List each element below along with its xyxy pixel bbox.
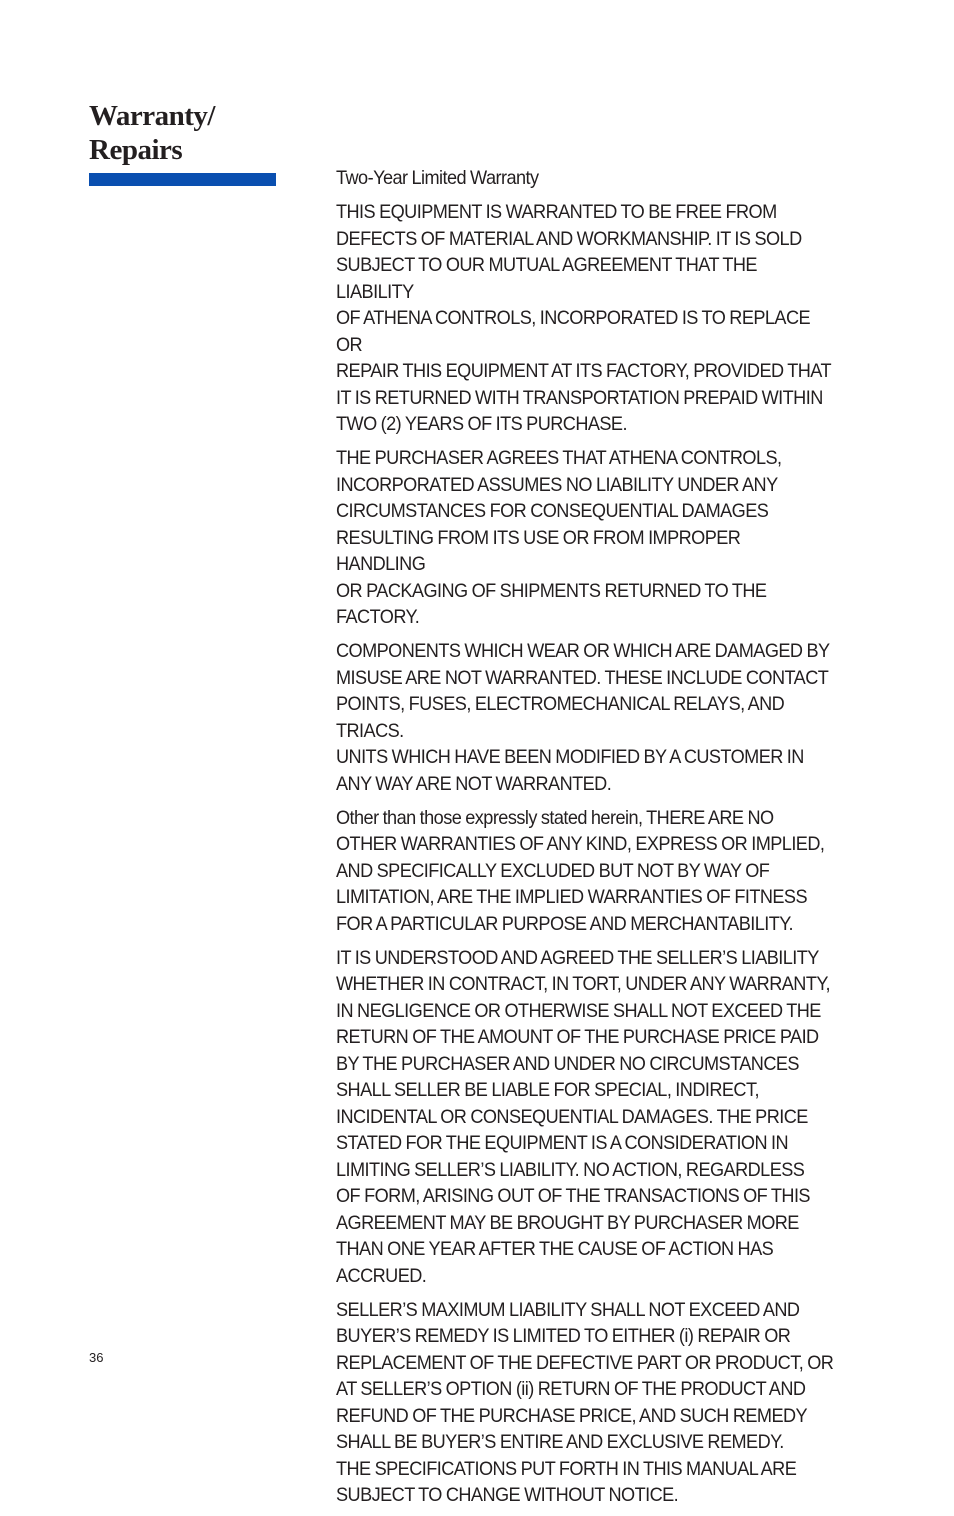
title-accent-rule [89,173,276,186]
warranty-paragraph-5: IT IS UNDERSTOOD AND AGREED THE SELLER’S LIABILITY WHETHER IN CONTRACT, IN TORT, UNDER ANY WARRANTY, IN NEGLIGENCE OR OTHERWISE SHALL NOT EXCEED THE RETURN OF THE AMOUNT OF THE PURCHASE PRICE PAID BY THE PURCHASER AND UNDER NO CIRCUMSTANCES SHALL SELLER BE LIABLE FOR SPECIAL, INDIRECT, INCIDENTAL OR CONSEQUENTIAL DAMAGES. THE PRICE STATED FOR THE EQUIPMENT IS A CONSIDERATION IN LIMITING SELLER’S LIABILITY. NO ACTION, REGARDLESS OF FORM, ARISING OUT OF THE TRANSACTIONS OF THIS AGREEMENT MAY BE BROUGHT BY PURCHASER MORE THAN ONE YEAR AFTER THE CAUSE OF ACTION HAS ACCRUED. [336,946,831,1287]
page-number: 36 [89,1350,104,1365]
warranty-body [336,165,834,1516]
section-title-line-2: Repairs [89,134,183,166]
section-title [89,99,215,167]
warranty-paragraph-6: SELLER’S MAXIMUM LIABILITY SHALL NOT EXCEED AND BUYER’S REMEDY IS LIMITED TO EITHER (i) REPAIR OR REPLACEMENT OF THE DEFECTIVE PART OR PRODUCT, OR AT SELLER’S OPTION (ii) RETURN OF THE PRODUCT AND REFUND OF THE PURCHASE PRICE, AND SUCH REMEDY SHALL BE BUYER’S ENTIRE AND EXCLUSIVE REMEDY. THE SPECIFICATIONS PUT FORTH IN THIS MANUAL ARE SUBJECT TO CHANGE WITHOUT NOTICE. [336,1298,834,1506]
warranty-paragraph-2: THE PURCHASER AGREES THAT ATHENA CONTROLS, INCORPORATED ASSUMES NO LIABILITY UNDER ANY CIRCUMSTANCES FOR CONSEQUENTIAL DAMAGES RESULTING FROM ITS USE OR FROM IMPROPER HANDLING OR PACKAGING OF SHIPMENTS RETURNED TO THE FACTORY. [336,447,782,628]
warranty-paragraph-1: THIS EQUIPMENT IS WARRANTED TO BE FREE FROM DEFECTS OF MATERIAL AND WORKMANSHIP. IT IS SOLD SUBJECT TO OUR MUTUAL AGREEMENT THAT THE LIABILITY OF ATHENA CONTROLS, INCORPORATED IS TO REPLACE OR REPAIR THIS EQUIPMENT AT ITS FACTORY, PROVIDED THAT IT IS RETURNED WITH TRANSPORTATION PREPAID WITHIN TWO (2) YEARS OF ITS PURCHASE. [336,201,831,435]
section-title-line-1: Warranty/ [89,100,215,132]
warranty-paragraph-3: COMPONENTS WHICH WEAR OR WHICH ARE DAMAGED BY MISUSE ARE NOT WARRANTED. THESE INCLUDE CONTACT POINTS, FUSES, ELECTROMECHANICAL RELAYS, AND TRIACS. UNITS WHICH HAVE BEEN MODIFIED BY A CUSTOMER IN ANY WAY ARE NOT WARRANTED. [336,640,830,795]
warranty-heading: Two-Year Limited Warranty [336,167,539,189]
warranty-paragraph-4: Other than those expressly stated herein, THERE ARE NO OTHER WARRANTIES OF ANY KIND, EXPRESS OR IMPLIED, AND SPECIFICALLY EXCLUDED BUT NOT BY WAY OF LIMITATION, ARE THE IMPLIED WARRANTIES OF FITNESS FOR A PARTICULAR PURPOSE AND MERCHANTABILITY. [336,806,825,935]
